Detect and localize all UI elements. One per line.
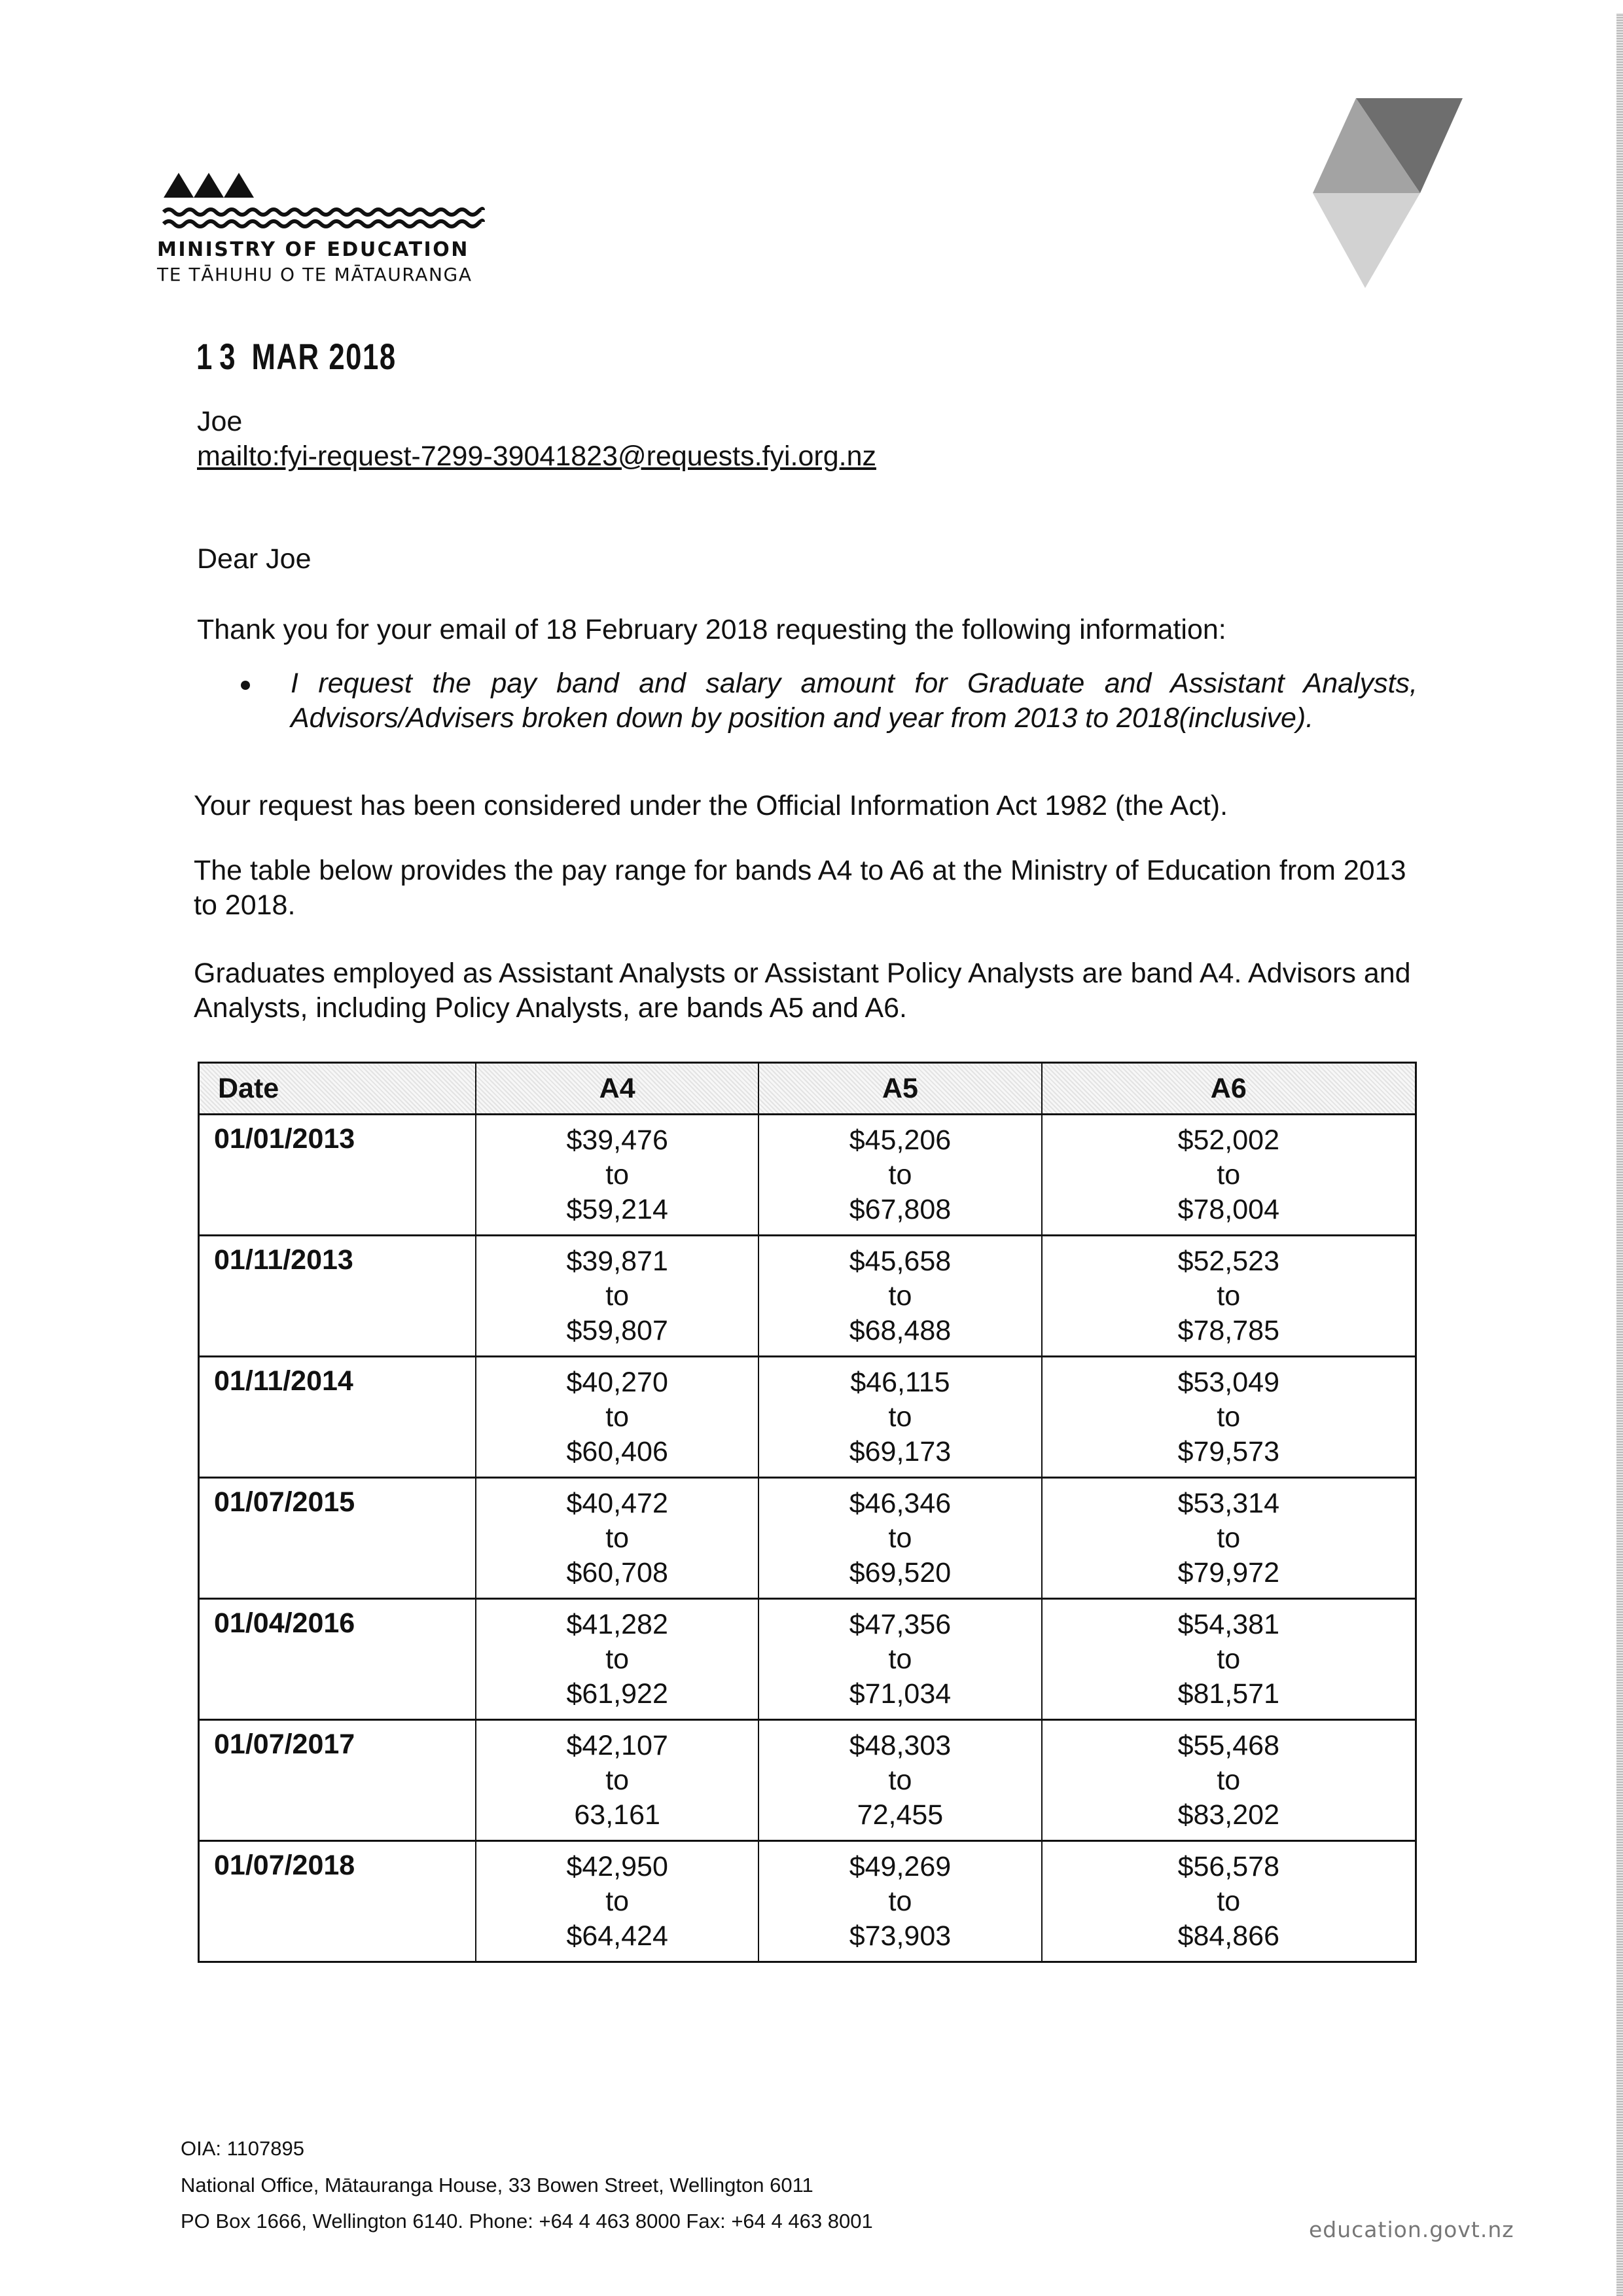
range-max: $60,406 [566, 1436, 668, 1467]
range-separator: to [1217, 1643, 1241, 1675]
range-max: $84,866 [1177, 1920, 1279, 1952]
triangle-mark-icon [1302, 97, 1472, 290]
range-cell-a6 [1042, 1115, 1416, 1236]
bullet-icon [241, 681, 250, 690]
po-box-contact: PO Box 1666, Wellington 6140. Phone: +64 4 463 8000 Fax: +64 4 463 8001 [181, 2210, 873, 2233]
range-separator: to [888, 1886, 912, 1917]
range-cell-a5 [758, 1478, 1041, 1599]
range-cell-a4 [476, 1841, 758, 1962]
range-min: $41,282 [566, 1609, 668, 1640]
range-cell-a6 [1042, 1236, 1416, 1357]
range-separator: to [605, 1643, 630, 1675]
header-a5: A5 [758, 1063, 1041, 1115]
range-cell-a4 [476, 1236, 758, 1357]
range-cell-a5 [758, 1841, 1041, 1962]
range-max: $69,520 [849, 1557, 952, 1588]
table-row [199, 1478, 1416, 1599]
header-a4: A4 [476, 1063, 758, 1115]
range-max: 63,161 [574, 1799, 660, 1831]
date-stamp-day: 13 [196, 336, 243, 377]
range-separator: to [605, 1280, 630, 1312]
recipient-email-link[interactable]: mailto:fyi-request-7299-39041823@requests.fyi.org.nz [197, 440, 876, 472]
range-cell-a6 [1042, 1357, 1416, 1478]
header-date: Date [199, 1063, 476, 1115]
range-separator: to [888, 1643, 912, 1675]
range-cell-a6 [1042, 1599, 1416, 1720]
range-cell-a4 [476, 1115, 758, 1236]
range-min: $55,468 [1177, 1730, 1279, 1761]
salutation: Dear Joe [197, 543, 312, 575]
range-cell-a5 [758, 1720, 1041, 1841]
range-cell-a4 [476, 1599, 758, 1720]
range-min: $54,381 [1177, 1609, 1279, 1640]
range-separator: to [605, 1886, 630, 1917]
date-cell: 01/04/2016 [199, 1599, 476, 1720]
range-min: $56,578 [1177, 1851, 1279, 1882]
range-cell-a4 [476, 1720, 758, 1841]
range-min: $40,472 [566, 1488, 668, 1519]
range-cell-a5 [758, 1236, 1041, 1357]
range-max: $68,488 [849, 1315, 952, 1346]
org-name: MINISTRY OF EDUCATION [157, 238, 469, 261]
range-separator: to [888, 1280, 912, 1312]
date-cell: 01/07/2017 [199, 1720, 476, 1841]
table-row [199, 1236, 1416, 1357]
ministry-logo [157, 171, 491, 285]
range-max: $78,004 [1177, 1194, 1279, 1225]
table-row [199, 1841, 1416, 1962]
range-max: $59,807 [566, 1315, 668, 1346]
org-name-maori: TE TĀHUHU O TE MĀTAURANGA [157, 264, 473, 285]
range-separator: to [1217, 1280, 1241, 1312]
table-row [199, 1357, 1416, 1478]
range-min: $52,523 [1177, 1246, 1279, 1277]
range-cell-a6 [1042, 1720, 1416, 1841]
table-row [199, 1720, 1416, 1841]
range-cell-a5 [758, 1599, 1041, 1720]
range-min: $42,107 [566, 1730, 668, 1761]
pay-band-table [198, 1062, 1417, 1963]
date-cell: 01/07/2015 [199, 1478, 476, 1599]
table-intro-paragraph: The table below provides the pay range for bands A4 to A6 at the Ministry of Education from 2013 to 2018. [194, 855, 1406, 921]
range-separator: to [888, 1159, 912, 1191]
range-max: $81,571 [1177, 1678, 1279, 1710]
range-min: $45,206 [849, 1124, 952, 1156]
range-separator: to [888, 1401, 912, 1433]
website-link[interactable]: education.govt.nz [1309, 2217, 1514, 2242]
date-stamp [196, 335, 397, 378]
date-cell: 01/07/2018 [199, 1841, 476, 1962]
range-min: $53,314 [1177, 1488, 1279, 1519]
graduates-paragraph: Graduates employed as Assistant Analysts or Assistant Policy Analysts are band A4. Advisors and Analysts, including Policy Analysts, are bands A5 and A6. [194, 958, 1411, 1024]
scan-edge [1616, 13, 1623, 2296]
request-quote [291, 666, 1418, 736]
range-max: $73,903 [849, 1920, 952, 1952]
range-max: $79,573 [1177, 1436, 1279, 1467]
range-min: $40,270 [566, 1367, 668, 1398]
range-cell-a5 [758, 1357, 1041, 1478]
range-separator: to [888, 1765, 912, 1796]
thanks-paragraph: Thank you for your email of 18 February 2018 requesting the following information: [197, 614, 1226, 645]
range-cell-a4 [476, 1357, 758, 1478]
range-max: $67,808 [849, 1194, 952, 1225]
range-cell-a5 [758, 1115, 1041, 1236]
range-min: $47,356 [849, 1609, 952, 1640]
range-separator: to [1217, 1886, 1241, 1917]
range-cell-a6 [1042, 1478, 1416, 1599]
date-cell: 01/11/2013 [199, 1236, 476, 1357]
range-max: $59,214 [566, 1194, 668, 1225]
range-min: $46,346 [849, 1488, 952, 1519]
table-row [199, 1599, 1416, 1720]
oia-reference: OIA: 1107895 [181, 2137, 305, 2160]
header-a6: A6 [1042, 1063, 1416, 1115]
act-paragraph: Your request has been considered under the Official Information Act 1982 (the Act). [194, 790, 1228, 821]
range-min: $45,658 [849, 1246, 952, 1277]
range-min: $48,303 [849, 1730, 952, 1761]
mountains-waves-icon [157, 171, 491, 229]
range-separator: to [605, 1765, 630, 1796]
range-min: $53,049 [1177, 1367, 1279, 1398]
range-max: $61,922 [566, 1678, 668, 1710]
request-quote-line-2: Advisors/Advisers broken down by position and year from 2013 to 2018(inclusive). [291, 702, 1314, 734]
range-separator: to [605, 1401, 630, 1433]
table-header-row [199, 1063, 1416, 1115]
range-min: $42,950 [566, 1851, 668, 1882]
range-separator: to [605, 1159, 630, 1191]
request-quote-line-1: I request the pay band and salary amount for Graduate and Assistant Analysts, [291, 668, 1418, 699]
date-cell: 01/01/2013 [199, 1115, 476, 1236]
range-separator: to [1217, 1522, 1241, 1554]
range-max: $79,972 [1177, 1557, 1279, 1588]
range-min: $49,269 [849, 1851, 952, 1882]
office-address: National Office, Mātauranga House, 33 Bowen Street, Wellington 6011 [181, 2174, 813, 2197]
range-separator: to [1217, 1401, 1241, 1433]
range-min: $39,871 [566, 1246, 668, 1277]
range-max: $78,785 [1177, 1315, 1279, 1346]
range-max: $69,173 [849, 1436, 952, 1467]
range-max: $64,424 [566, 1920, 668, 1952]
range-max: $60,708 [566, 1557, 668, 1588]
recipient-name: Joe [197, 406, 243, 437]
date-stamp-month-year: MAR 2018 [251, 336, 397, 377]
range-max: $83,202 [1177, 1799, 1279, 1831]
date-cell: 01/11/2014 [199, 1357, 476, 1478]
range-min: $39,476 [566, 1124, 668, 1156]
range-min: $52,002 [1177, 1124, 1279, 1156]
range-min: $46,115 [850, 1367, 950, 1398]
range-cell-a4 [476, 1478, 758, 1599]
range-separator: to [605, 1522, 630, 1554]
range-max: 72,455 [857, 1799, 944, 1831]
range-cell-a6 [1042, 1841, 1416, 1962]
range-separator: to [888, 1522, 912, 1554]
range-separator: to [1217, 1765, 1241, 1796]
range-separator: to [1217, 1159, 1241, 1191]
table-row [199, 1115, 1416, 1236]
range-max: $71,034 [849, 1678, 952, 1710]
